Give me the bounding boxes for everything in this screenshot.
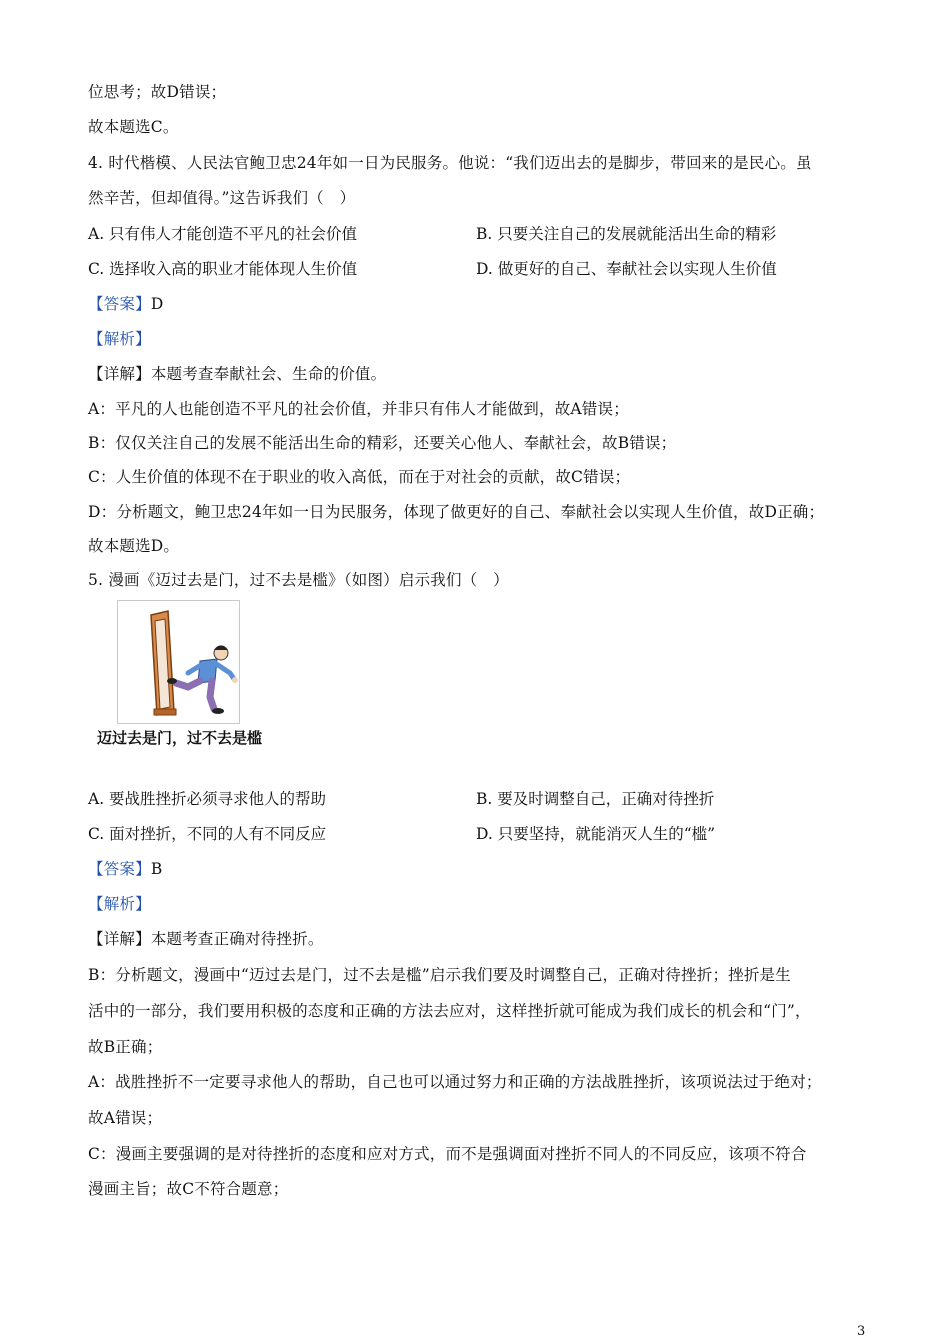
q4-detail [88,363,386,385]
q5-analysis-a-2: 故A错误； [88,1109,163,1127]
q4-option-c: C. 选择收入高的职业才能体现人生价值 [88,260,358,278]
q5-option-c: C. 面对挫折，不同的人有不同反应 [88,825,327,843]
page-number: 3 [857,1324,866,1339]
q4-option-b: B. 只要关注自己的发展就能活出生命的精彩 [476,225,777,243]
q5-option-b: B. 要及时调整自己，正确对待挫折 [476,790,715,808]
cartoon-figure [117,600,240,724]
q4-analysis-heading [88,328,151,350]
door-threshold-illustration [118,601,239,723]
detail-text: 本题考查奉献社会、生命的价值。 [150,365,387,383]
detail-tag: 【详解】 [88,365,151,383]
q5-analysis-c-2: 漫画主旨；故C不符合题意； [88,1180,289,1198]
detail-text: 本题考查正确对待挫折。 [150,930,324,948]
q5-analysis-b-1: B：分析题文，漫画中“迈过去是门，过不去是槛”启示我们要及时调整自己，正确对待挫折；挫折是生 [88,966,791,984]
q5-analysis-b-2: 活中的一部分，我们要用积极的态度和正确的方法去应对，这样挫折就可能成为我们成长的机会和“门”， [88,1002,811,1020]
q5-option-d: D. 只要坚持，就能消灭人生的“槛” [476,825,716,843]
question-5-stem: 5. 漫画《迈过去是门，过不去是槛》（如图）启示我们（ ） [88,571,509,589]
answer-tag: 【答案】 [88,860,151,878]
q5-analysis-b-3: 故B正确； [88,1038,163,1056]
answer-value: D [150,295,164,313]
q4-analysis-d: D：分析题文，鲍卫忠24年如一日为民服务，体现了做更好的自己、奉献社会以实现人生价值，故D正确； [88,503,825,521]
q5-option-a: A. 要战胜挫折必须寻求他人的帮助 [88,790,327,808]
question-4-stem: 4. 时代楷模、人民法官鲍卫忠24年如一日为民服务。他说：“我们迈出去的是脚步，带回来的是民心。虽 [88,154,812,172]
q5-analysis-c-1: C：漫画主要强调的是对待挫折的态度和应对方式，而不是强调面对挫折不同人的不同反应，该项不符合 [88,1145,807,1163]
q5-detail [88,928,324,950]
q4-analysis-b: B：仅仅关注自己的发展不能活出生命的精彩，还要关心他人、奉献社会，故B错误； [88,434,677,452]
analysis-tag: 【解析】 [88,895,151,913]
q5-analysis-heading [88,893,151,915]
q4-conclusion: 故本题选D。 [88,537,180,555]
q4-answer [88,293,163,315]
analysis-tag: 【解析】 [88,330,151,348]
figure-caption: 迈过去是门，过不去是槛 [97,729,263,747]
q5-answer [88,858,162,880]
q4-option-a: A. 只有伟人才能创造不平凡的社会价值 [88,225,358,243]
text-line: 故本题选C。 [88,118,179,136]
answer-tag: 【答案】 [88,295,151,313]
q4-option-d: D. 做更好的自己、奉献社会以实现人生价值 [476,260,777,278]
text-line: 位思考；故D错误； [88,83,227,101]
question-4-stem-cont: 然辛苦，但却值得。”这告诉我们（ ） [88,189,356,207]
q4-analysis-c: C：人生价值的体现不在于职业的收入高低，而在于对社会的贡献，故C错误； [88,468,631,486]
answer-value: B [150,860,163,878]
q4-analysis-a: A：平凡的人也能创造不平凡的社会价值，并非只有伟人才能做到，故A错误； [88,400,629,418]
detail-tag: 【详解】 [88,930,151,948]
q5-analysis-a-1: A：战胜挫折不一定要寻求他人的帮助，自己也可以通过努力和正确的方法战胜挫折，该项说法过于绝对； [88,1073,822,1091]
